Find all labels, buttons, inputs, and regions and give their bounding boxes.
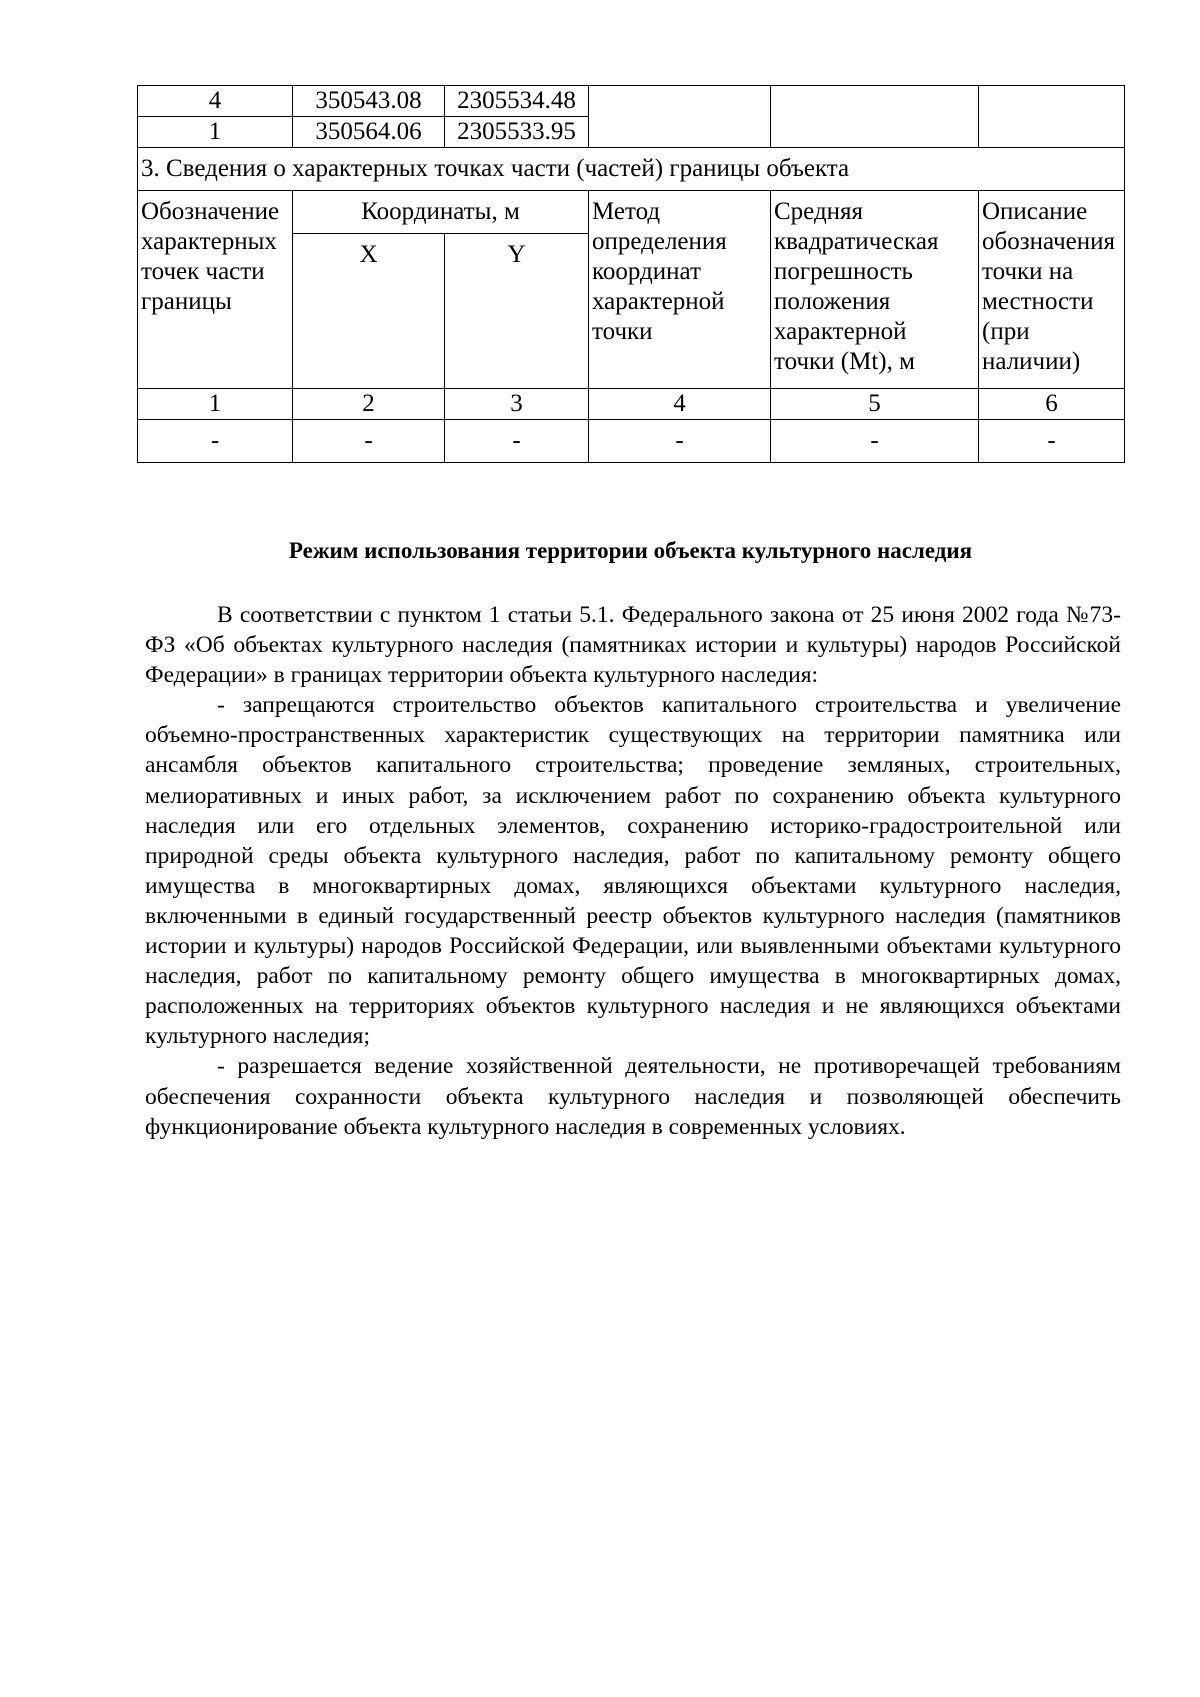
header-y: Y xyxy=(445,234,589,389)
coordinates-table xyxy=(137,85,1125,463)
header-line: точек части xyxy=(141,258,265,285)
header-line: Метод xyxy=(592,198,661,225)
header-line: Описание xyxy=(982,198,1088,225)
header-line: характерной xyxy=(774,318,907,345)
header-line: наличии) xyxy=(982,348,1081,375)
empty-value: - xyxy=(293,420,445,463)
header-line: определения xyxy=(592,228,727,255)
paragraph: - разрешается ведение хозяйственной деятельности, не противоречащей требованиям обеспечения сохранности объекта культурного наследия и позволяющей обеспечить функционирование объекта культурного наследия в современных условиях. xyxy=(145,1053,1121,1140)
paragraph: - запрещаются строительство объектов капитального строительства и увеличение объемно-пространственных характеристик существующих на территории памятника или ансамбля объектов капитального строительства; проведение земляных, строительных, мелиоративных и иных работ, за исключением работ по сохранению объекта культурного наследия или его отдельных элементов, сохранению историко-градостроительной или природной среды объекта культурного наследия, работ по капитальному ремонту общего имущества в многоквартирных домах, являющихся объектами культурного наследия, включенными в единый государственный реестр объектов культурного наследия (памятников истории и культуры) народов Российской Федерации, или выявленными объектами культурного наследия, работ по капитальному ремонту общего имущества в многоквартирных домах, расположенных на территориях объектов культурного наследия и не являющихся объектами культурного наследия; xyxy=(145,692,1121,1050)
table-row xyxy=(138,148,1125,191)
header-line: квадратическая xyxy=(774,228,939,255)
column-number: 6 xyxy=(979,389,1125,420)
empty-cell xyxy=(589,86,771,148)
header-line: положения xyxy=(774,288,891,315)
header-line: (при xyxy=(982,318,1030,345)
empty-value: - xyxy=(138,420,293,463)
header-error xyxy=(771,191,979,389)
table-header-row xyxy=(138,191,1125,234)
column-number: 5 xyxy=(771,389,979,420)
header-description xyxy=(979,191,1125,389)
empty-value: - xyxy=(589,420,771,463)
header-line: точки (Mt), м xyxy=(774,348,915,375)
column-number: 3 xyxy=(445,389,589,420)
header-line: координат xyxy=(592,258,701,285)
point-number: 1 xyxy=(138,117,293,148)
section-title: 3. Сведения о характерных точках части (частей) границы объекта xyxy=(138,148,1125,191)
header-line: местности xyxy=(982,288,1094,315)
header-line: точки xyxy=(592,318,653,345)
header-line: точки на xyxy=(982,258,1074,285)
point-x: 350564.06 xyxy=(293,117,445,148)
paragraph: В соответствии с пунктом 1 статьи 5.1. Федерального закона от 25 июня 2002 года №73-ФЗ «Об объектах культурного наследия (памятниках истории и культуры) народов Российской Федерации» в границах территории объекта культурного наследия: xyxy=(145,602,1121,689)
column-number: 2 xyxy=(293,389,445,420)
header-coordinates: Координаты, м xyxy=(293,191,589,234)
column-number: 4 xyxy=(589,389,771,420)
header-line: обозначения xyxy=(982,228,1115,255)
header-x: X xyxy=(293,234,445,389)
header-line: границы xyxy=(141,288,232,315)
empty-cell xyxy=(979,86,1125,148)
empty-value: - xyxy=(445,420,589,463)
section-heading: Режим использования территории объекта культурного наследия xyxy=(288,538,973,563)
point-number: 4 xyxy=(138,86,293,117)
point-y: 2305534.48 xyxy=(445,86,589,117)
table-row xyxy=(138,420,1125,463)
header-line: погрешность xyxy=(774,258,913,285)
header-line: характерных xyxy=(141,228,277,255)
column-number: 1 xyxy=(138,389,293,420)
table-row xyxy=(138,389,1125,420)
header-method xyxy=(589,191,771,389)
empty-value: - xyxy=(771,420,979,463)
header-designation xyxy=(138,191,293,389)
empty-cell xyxy=(771,86,979,148)
point-x: 350543.08 xyxy=(293,86,445,117)
point-y: 2305533.95 xyxy=(445,117,589,148)
table-row xyxy=(138,86,1125,117)
header-line: Средняя xyxy=(774,198,864,225)
header-line: Обозначение xyxy=(141,198,280,225)
empty-value: - xyxy=(979,420,1125,463)
header-line: характерной xyxy=(592,288,725,315)
body-text xyxy=(145,600,1121,1142)
